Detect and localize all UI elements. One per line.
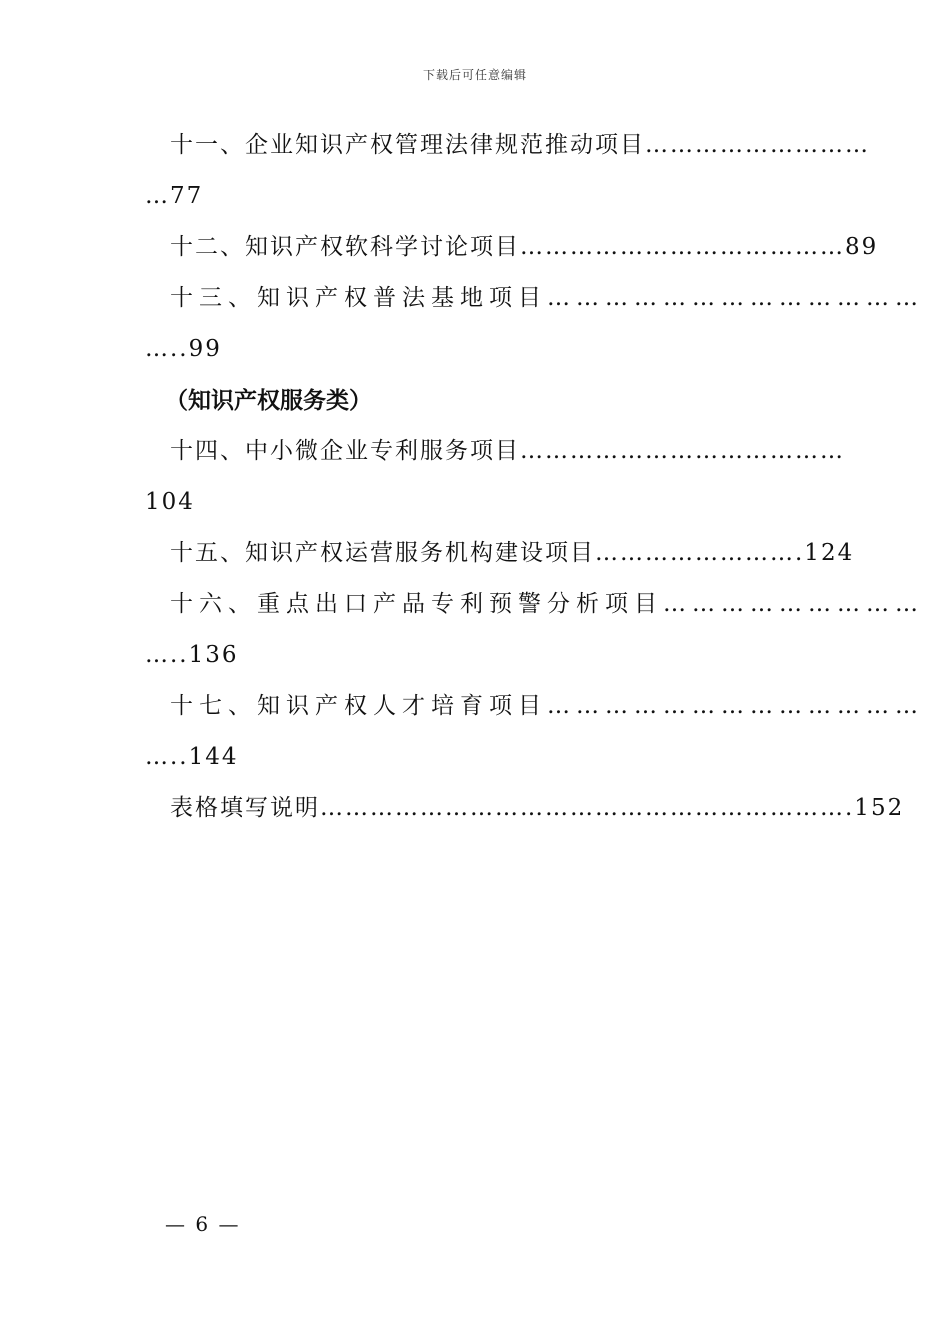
toc-entry-13-page: …..99 [145,336,222,362]
toc-entry-11[interactable]: 十一、企业知识产权管理法律规范推动项目……………………… [170,132,870,158]
toc-entry-16[interactable]: 十六、重点出口产品专利预警分析项目……………………… [170,591,924,617]
table-of-contents [145,120,924,834]
toc-entry-17[interactable]: 十七、知识产权人才培育项目………………………………… [170,693,924,719]
section-heading-ip-services: （知识产权服务类） [165,387,372,414]
toc-entry-17-page: …..144 [145,744,239,770]
toc-entry-14[interactable]: 十四、中小微企业专利服务项目………………………………… [170,438,845,464]
toc-entry-12[interactable]: 十二、知识产权软科学讨论项目…………………………………89 [170,234,879,260]
toc-entry-14-page: 104 [145,489,195,515]
page-header: 下载后可任意编辑 [422,68,527,82]
toc-entry-16-page: …..136 [145,642,239,668]
toc-entry-15[interactable]: 十五、知识产权运营服务机构建设项目…………………….124 [170,540,855,566]
toc-entry-13[interactable]: 十三、知识产权普法基地项目………………………………… [170,285,924,311]
toc-entry-form-instructions[interactable]: 表格填写说明……………………………………………………….152 [170,795,905,821]
toc-entry-11-page: …77 [145,183,204,209]
page-number: — 6 — [165,1212,241,1236]
